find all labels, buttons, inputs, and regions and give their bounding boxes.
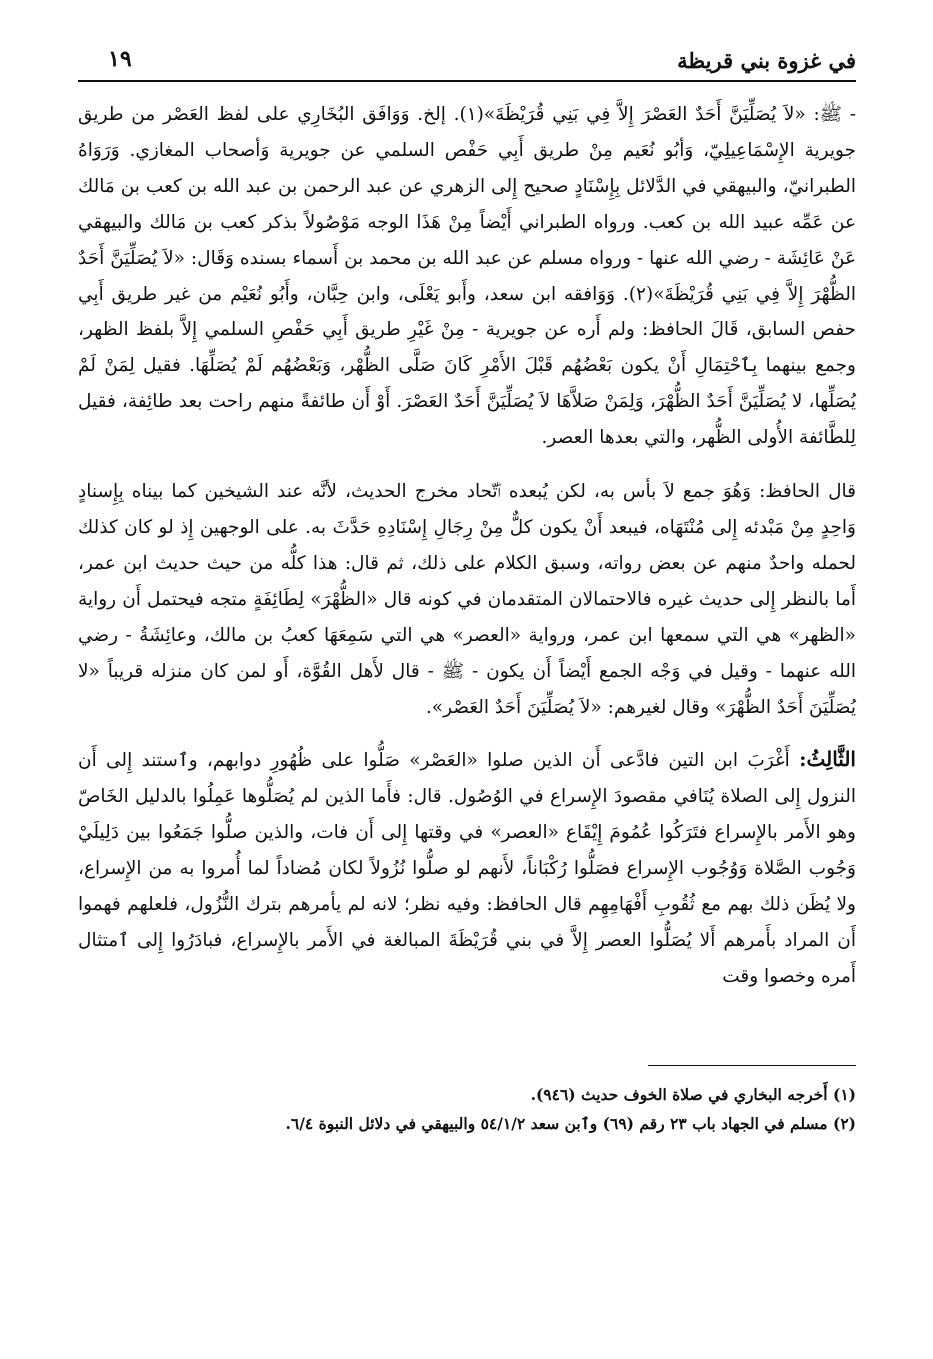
- main-text: [78, 96, 856, 995]
- book-page: [78, 38, 856, 1328]
- paragraph-text: - ﷺ: «لاَ يُصَلِّيَنَّ أَحَدٌ العَصْرَ إِلاَّ فِي بَنِي قُرَيْظَةَ»(١). إلخ. وَوَافَق البُخَارِي على لفظ العَصْر من طريق جويرية الإِسْمَاعِيلِيّ، وَأبُو نُعَيم مِنْ طريق أَبِي حَفْص السلمي عن جويرية وَأصحاب المغازي. وَرَوَاهُ الطبرانيّ، والبيهقي في الدَّلائل بِإِسْنَادٍ صحيح إِلى الزهري عن عبد الرحمن بن عبد الله بن كعب بن مَالك عن عَمِّه عبيد الله بن كعب. ورواه الطبراني أَيْضاً مِنْ هَذَا الوجه مَوْصُولاً بذكر كعب بن مَالك والبيهقي عَنْ عَائِشَة - رضي الله عنها - ورواه مسلم عن عبد الله بن محمد بن أَسماء بسنده وَقَال: «لاَ يُصَلِّيَنَّ أَحَدٌ الظُّهْرَ إِلاَّ فِي بَنِي قُرَيْظَةَ»(٢). وَوَافقه ابن سعد، وأَبو يَعْلَى، وابن حِبَّان، وأَبُو نُعَيْم من غير طريق أَبِي حفص السابق، قَالَ الحافظ: ولم أَره عن جويرية - مِنْ غَيْرِ طريق أَبِي حَفْصِ السلمي إِلاَّ بلفظ الظهر، وجمع بينهما بِٱحْتِمَالِ أَنْ يكون بَعْضُهُم قَبْلَ الأَمْرِ كَانَ صَلَّى الظُّهْر، وَبَعْضُهُم لَمْ يُصَلِّهَا. فقيل لِمَنْ لَمْ يُصَلِّها، لا يُصَلِّيَنَّ أَحَدٌ الظُّهْرَ، وَلِمَنْ صَلاَّهَا لاَ يُصَلِّيَنَّ أَحَدٌ العَصْرَ. أَوْ أَن طائفةً منهم راحت بعد طائِفة، فقيل لِلطَّائفة الأُولى الظُّهر، والتي بعدها العصر.: [78, 104, 856, 449]
- paragraph: [78, 742, 856, 994]
- paragraph: [78, 473, 856, 725]
- running-title: في غزوة بني قريظة: [677, 48, 856, 73]
- footnote: (١) أَخرجه البخاري في صلاة الخوف حديث (٩٤٦).: [530, 1084, 856, 1104]
- footnote-separator: [648, 1065, 856, 1066]
- footnote-separator-wrap: [78, 1029, 856, 1066]
- page-number: ١٩: [108, 46, 132, 72]
- footnotes: [78, 1080, 856, 1138]
- paragraph-text: قال الحافظ: وَهُوَ جمع لاَ بأس به، لكن يُبعده ٱتّحاد مخرج الحديث، لأنَّه عند الشيخين كما بيناه بِإِسنادٍ وَاحِدٍ مِنْ مَبْدئه إِلى مُنْتَهَاه، فيبعد أَنْ يكون كلٌّ مِنْ رِجَالِ إِسْنَادِهِ حَدَّثَ به. على الوجهين إِذ لو كان كذلك لحمله واحدٌ منهم عن بعض رواته، وسبق الكلام على ذلك، ثم قال: هذا كلُّه من حيث حديث ابن عمر، أَما بالنظر إِلى حديث غيره فالاحتمالان المتقدمان في كونه قال «الظُّهْرَ» لِطَائِفَةٍ متجه فيحتمل أَن رواية «الظهر» هي التي سمعها ابن عمر، ورواية «العصر» هي التي سَمِعَهَا كعبُ بن مالك، وعائِشَةُ - رضي الله عنهما - وقيل في وَجْه الجمع أَيْضاً أَن يكون - ﷺ - قال لأَهل القُوَّة، أَو لمن كان منزله قريباً «لا يُصَلِّيَنَ أَحَدٌ الظُّهْرَ» وقال لغيرهم: «لاَ يُصَلِّيَنَ أَحَدٌ العَصْر».: [78, 481, 856, 718]
- paragraph: [78, 96, 856, 456]
- footnote: (٢) مسلم في الجهاد باب ٢٣ رقم (٦٩) وٱبن سعد ٥٤/١/٢ والبيهقي في دلائل النبوة ٦/٤.: [285, 1113, 856, 1133]
- paragraph-lead: الثَّالِثُ:: [799, 747, 856, 772]
- running-header: [78, 38, 856, 82]
- paragraph-text: أَغْرَبَ ابن التين فادَّعى أَن الذين صلوا «العَصْر» صَلُّوا على ظُهُورِ دوابهم، وٱستند إِلى أَن النزول إِلى الصلاة يُنَافي مقصودَ الإِسراع في الوُصُول. قال: فأَما الذين لم يُصَلُّوها عَمِلُوا بالدليل الخَاصّ وهو الأَمر بالإِسراع فتَرَكُوا عُمُومَ إِيْقَاع «العصر» في وقتها إِلى أَن فات، والذين صلُّوا جَمَعُوا بين دَلِيلَيْ وَجُوب الصَّلاة وَوُجُوب الإِسراع فصَلُّوا رُكْبَاناً، لأَنهم لو صلُّوا نُزُولاً لكان مُضاداً لما أُمروا به من الإِسراع، ولا يُظَن ذلك بهم مع ثُقُوبِ أَفْهَامِهِم قال الحافظ: وفيه نظر؛ لانه لم يأمرهم بترك النُّزُول، فلعلهم فهموا أَن المراد بأَمرهم أَلا يُصَلُّوا العصر إِلاَّ في بني قُرَيْظَةَ المبالغة في الأَمر بالإِسراع، فبادَرُوا إِلى ٱمتثال أَمره وخصوا وقت: [78, 750, 856, 987]
